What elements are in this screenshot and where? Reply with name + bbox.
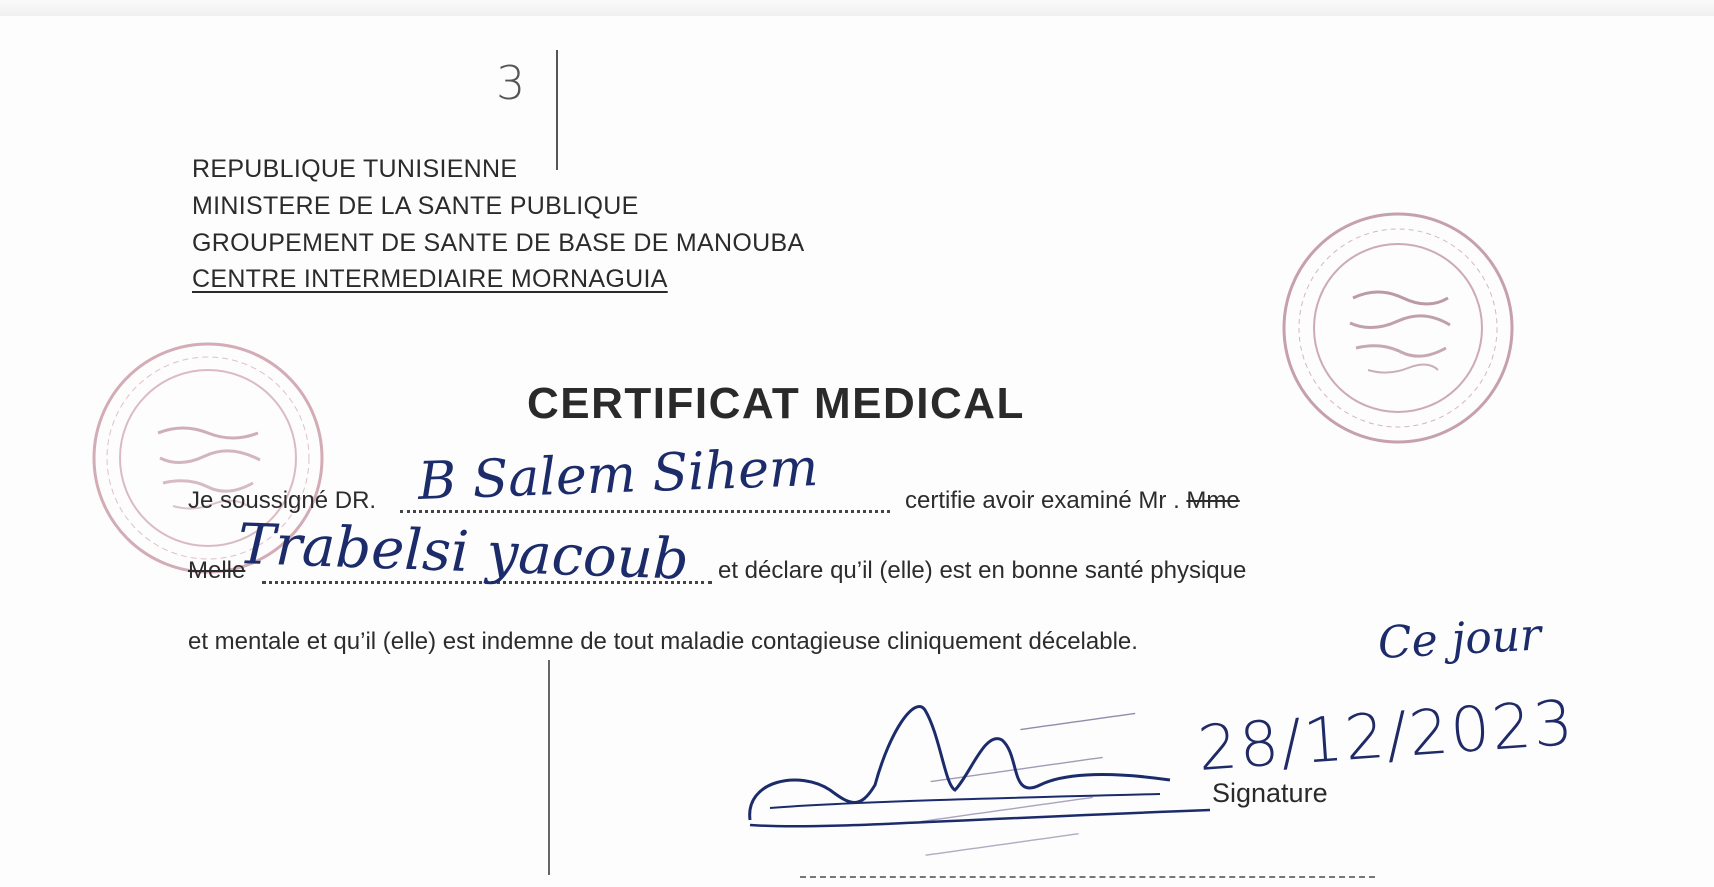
header-group: GROUPEMENT DE SANTE DE BASE DE MANOUBA [192,229,805,257]
line1-prefix: Je soussigné DR. [188,487,377,514]
handwritten-note: Ce jour [1376,609,1543,669]
handwritten-signature [740,690,1220,840]
header-ministry: MINISTERE DE LA SANTE PUBLIQUE [192,192,639,220]
struck-mme: Mme [1186,487,1240,514]
handwritten-page-number: 3 [496,56,526,110]
line3-text: et mentale et qu’il (elle) est indemne de tout maladie contagieuse cliniquement décelable. [188,628,1138,655]
line1-suffix [905,487,1240,515]
scan-edge [0,0,1714,16]
purple-stamp-line-3: ────────────────── [919,788,1094,831]
line2-suffix: et déclare qu’il (elle) est en bonne santé physique [718,557,1247,584]
line1-suffix-text: certifie avoir examiné Mr . [905,487,1187,514]
line2-prefix-melle: Melle [188,557,246,584]
fold-line [556,50,558,170]
handwritten-patient-name: Trabelsi yacoub [236,512,690,593]
header-center: CENTRE INTERMEDIAIRE MORNAGUIA [192,265,668,293]
signature-label: Signature [1212,778,1328,808]
handwritten-date: 28/12/2023 [1195,685,1577,785]
fold-line-lower [548,660,550,875]
purple-stamp-line-2: ────────────────── [929,748,1104,791]
document-title: CERTIFICAT MEDICAL [527,379,1025,428]
handwritten-doctor-name: B Salem Sihem [416,438,820,512]
purple-stamp-line-4: ──────────────── [924,824,1080,865]
purple-stamp-line-1: ──────────── [1019,704,1137,739]
right-round-stamp [1278,208,1518,448]
bottom-dashed-line [800,876,1375,878]
header-republic: REPUBLIQUE TUNISIENNE [192,155,518,183]
doctor-name-dots [400,510,890,513]
